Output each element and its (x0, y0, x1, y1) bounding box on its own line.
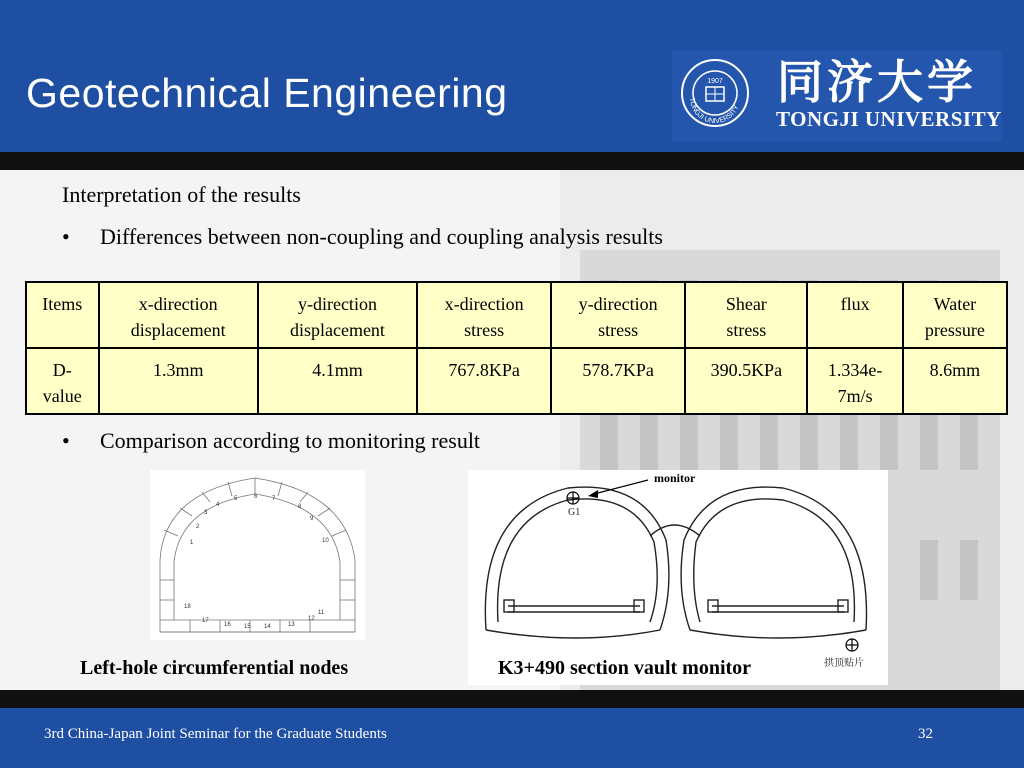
section-heading: Interpretation of the results (62, 182, 301, 207)
table-cell: 8.6mm (903, 348, 1007, 414)
node-label: 4 (216, 502, 220, 508)
table-cell: 767.8KPa (417, 348, 551, 414)
table-header-cell: x-direction displacement (99, 282, 258, 348)
footer-seminar-text: 3rd China-Japan Joint Seminar for the Graduate Students (44, 726, 387, 742)
monitor-label: monitor (654, 471, 696, 485)
node-label: 1 (190, 540, 194, 546)
node-label: 5 (234, 496, 238, 502)
university-name-english: TONGJI UNIVERSITY (776, 107, 1002, 131)
gauge-label: G1 (568, 507, 581, 518)
table-header-cell: y-direction displacement (258, 282, 417, 348)
table-header-cell: flux (807, 282, 902, 348)
table-cell: 1.3mm (99, 348, 258, 414)
bullet-item-comparison (62, 428, 480, 454)
table-header-cell: Items (26, 282, 99, 348)
left-figure-caption: Left-hole circumferential nodes (80, 657, 349, 679)
footer-divider (0, 690, 1024, 708)
node-label: 17 (202, 618, 209, 624)
table-header-cell: y-direction stress (551, 282, 685, 348)
university-name-chinese: 同济大学 (777, 55, 977, 109)
legend-vault-gauge: 拱顶贴片 (824, 658, 864, 669)
node-label: 13 (288, 622, 295, 628)
page-number: 32 (918, 726, 933, 742)
bullet-item-differences (62, 224, 663, 250)
bullet-text: Comparison according to monitoring result (100, 428, 481, 453)
node-label: 14 (264, 624, 271, 630)
table-header-row (26, 282, 1007, 348)
table-header-cell: Water pressure (903, 282, 1007, 348)
node-label: 8 (298, 504, 302, 510)
node-label: 2 (196, 524, 200, 530)
twin-tunnel-section-figure (468, 470, 888, 685)
table-cell: 4.1mm (258, 348, 417, 414)
node-label: 10 (322, 538, 329, 544)
node-label: 7 (272, 496, 276, 502)
node-label: 15 (244, 624, 251, 630)
seal-year: 1907 (707, 78, 723, 85)
table-cell: D- value (26, 348, 99, 414)
header-divider (0, 152, 1024, 170)
node-label: 18 (184, 604, 191, 610)
bullet-glyph: • (62, 428, 70, 453)
node-label: 3 (204, 510, 208, 516)
right-figure-caption: K3+490 section vault monitor (498, 657, 752, 679)
results-comparison-table (25, 281, 1008, 415)
left-hole-node-mesh-figure (150, 470, 365, 640)
vault-monitor-figure-panel (468, 470, 888, 685)
bullet-glyph: • (62, 224, 70, 249)
node-label: 11 (318, 610, 325, 616)
node-label: 12 (308, 616, 315, 622)
table-cell: 578.7KPa (551, 348, 685, 414)
seal-ring-text: TONGJI UNIVERSITY (687, 97, 741, 126)
table-header-cell: x-direction stress (417, 282, 551, 348)
table-row (26, 348, 1007, 414)
university-seal-icon (680, 54, 750, 132)
node-label: 9 (310, 516, 314, 522)
table-cell: 390.5KPa (685, 348, 807, 414)
node-label: 6 (254, 494, 258, 500)
slide-title: Geotechnical Engineering (26, 70, 508, 116)
table-cell: 1.334e- 7m/s (807, 348, 902, 414)
bullet-text: Differences between non-coupling and coupling analysis results (100, 224, 663, 249)
table-header-cell: Shear stress (685, 282, 807, 348)
node-label: 16 (224, 622, 231, 628)
